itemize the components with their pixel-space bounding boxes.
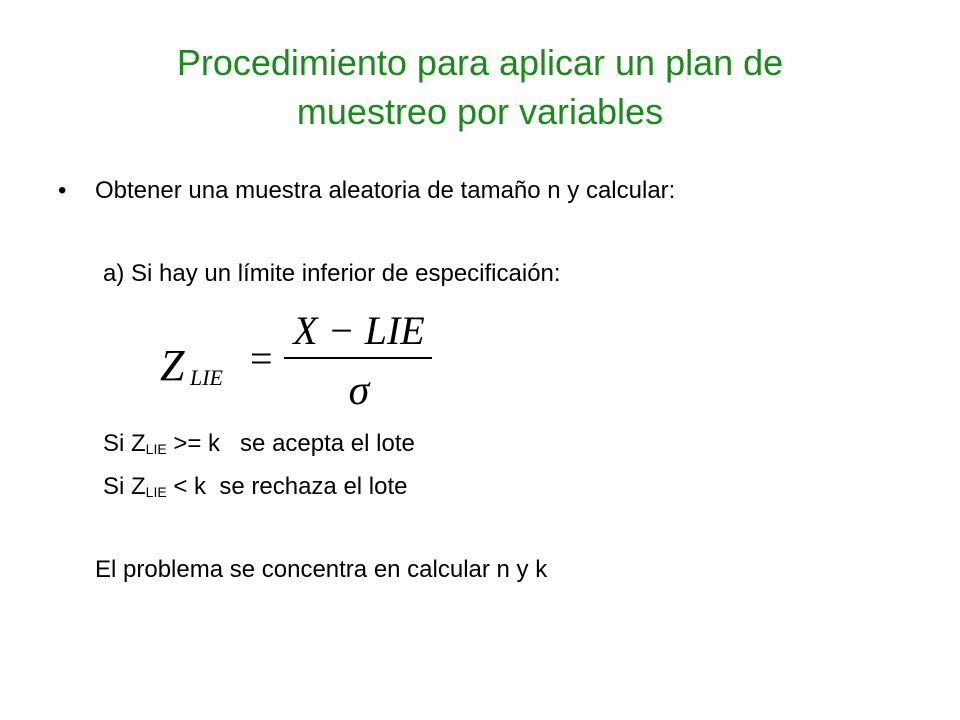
bullet-item: [58, 175, 675, 207]
z-lie-formula: [150, 302, 450, 414]
rule-reject-sub: LIE: [145, 484, 167, 500]
case-a-text: a) Si hay un límite inferior de especificaión:: [103, 260, 561, 287]
formula-equals: =: [250, 336, 273, 381]
rule-accept-suffix: >= k se acepta el lote: [166, 430, 415, 457]
bullet-dot-icon: •: [58, 177, 67, 204]
formula-numerator: X − LIE: [293, 308, 425, 353]
rule-accept: [103, 428, 415, 460]
title-line-2: muestreo por variables: [296, 91, 664, 132]
formula-denominator: σ: [348, 368, 370, 414]
conclusion-text: El problema se concentra en calcular n y k: [95, 556, 548, 583]
rule-accept-prefix: Si Z: [103, 430, 146, 457]
title-line-1: Procedimiento para aplicar un plan de: [176, 42, 784, 83]
rule-reject-suffix: < k se rechaza el lote: [166, 473, 408, 500]
formula-lhs-sub: LIE: [190, 365, 223, 390]
slide-title: [0, 38, 960, 136]
rule-accept-sub: LIE: [145, 441, 167, 457]
bullet-text: Obtener una muestra aleatoria de tamaño n y calcular:: [95, 177, 676, 204]
rule-reject-prefix: Si Z: [103, 473, 146, 500]
rule-reject: [103, 471, 407, 503]
formula-lhs: Z: [160, 341, 185, 390]
